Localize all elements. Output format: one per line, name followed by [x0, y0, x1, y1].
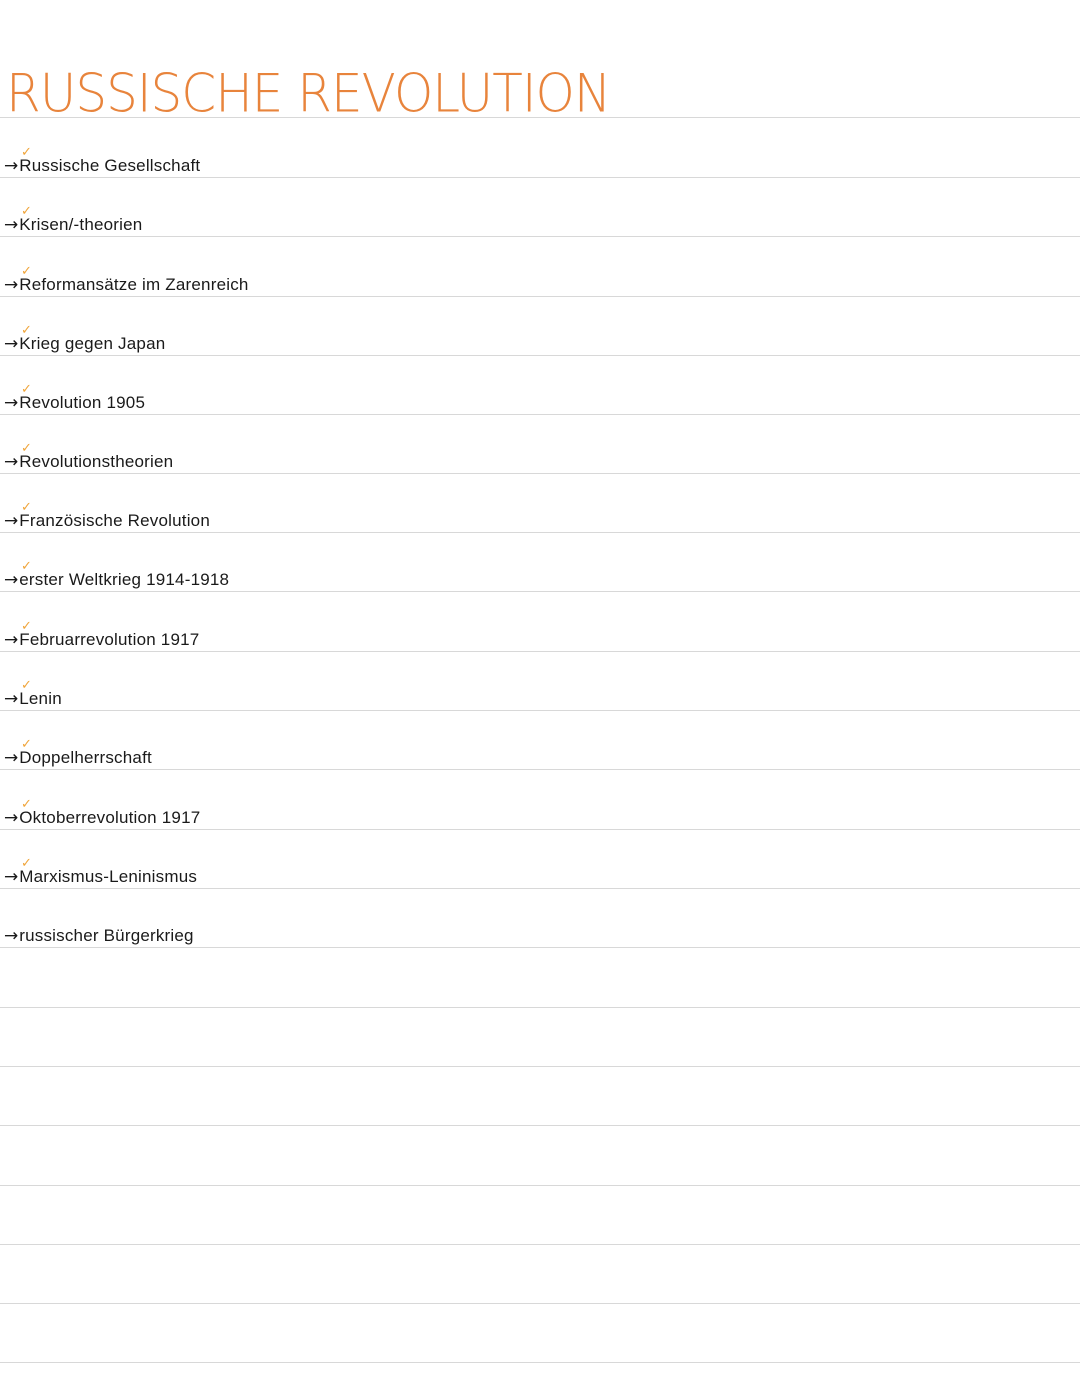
- list-item: [4, 325, 165, 355]
- list-item: [4, 147, 200, 177]
- list-item-label: Russische Gesellschaft: [19, 156, 201, 175]
- ruled-line: [0, 532, 1080, 533]
- ruled-line: [0, 1244, 1080, 1245]
- checkmark-icon: ✓: [21, 797, 32, 812]
- list-item-label: russischer Bürgerkrieg: [19, 926, 194, 945]
- arrow-right-icon: →: [4, 748, 19, 768]
- list-item-label: Februarrevolution 1917: [19, 630, 200, 649]
- ruled-line: [0, 355, 1080, 356]
- checkmark-icon: ✓: [21, 264, 32, 279]
- list-item: [4, 443, 173, 473]
- checkmark-icon: ✓: [21, 441, 32, 456]
- list-item-label: Doppelherrschaft: [19, 748, 152, 767]
- ruled-line: [0, 177, 1080, 178]
- arrow-right-icon: →: [4, 452, 19, 472]
- list-item-label: Krieg gegen Japan: [19, 334, 166, 353]
- checkmark-icon: ✓: [21, 145, 32, 160]
- list-item-label: Krisen/-theorien: [19, 215, 143, 234]
- checkmark-icon: ✓: [21, 619, 32, 634]
- list-item-label: Französische Revolution: [19, 511, 210, 530]
- ruled-line: [0, 651, 1080, 652]
- list-item-label: Revolutionstheorien: [19, 452, 174, 471]
- list-item-label: Reformansätze im Zarenreich: [19, 275, 249, 294]
- ruled-line: [0, 888, 1080, 889]
- ruled-line: [0, 591, 1080, 592]
- list-item-label: Lenin: [19, 689, 62, 708]
- list-item: [4, 858, 197, 888]
- ruled-line: [0, 710, 1080, 711]
- list-item-label: erster Weltkrieg 1914-1918: [19, 570, 230, 589]
- ruled-line: [0, 414, 1080, 415]
- ruled-line: [0, 829, 1080, 830]
- arrow-right-icon: →: [4, 926, 19, 946]
- list-item: [4, 561, 229, 591]
- arrow-right-icon: →: [4, 630, 19, 650]
- list-item: [4, 206, 142, 236]
- ruled-line: [0, 473, 1080, 474]
- ruled-line: [0, 947, 1080, 948]
- ruled-line: [0, 236, 1080, 237]
- ruled-line: [0, 1125, 1080, 1126]
- ruled-line: [0, 1303, 1080, 1304]
- checkmark-icon: ✓: [21, 559, 32, 574]
- list-item-label: Revolution 1905: [19, 393, 146, 412]
- ruled-line: [0, 1007, 1080, 1008]
- ruled-line: [0, 769, 1080, 770]
- list-item: [4, 799, 200, 829]
- arrow-right-icon: →: [4, 393, 19, 413]
- checkmark-icon: ✓: [21, 382, 32, 397]
- list-item: [4, 739, 152, 769]
- list-item: [4, 502, 210, 532]
- checkmark-icon: ✓: [21, 678, 32, 693]
- list-item: [4, 266, 249, 296]
- page-title: RUSSISCHE REVOLUTION: [6, 63, 611, 124]
- ruled-line: [0, 1066, 1080, 1067]
- list-item: [4, 621, 199, 651]
- ruled-line: [0, 1362, 1080, 1363]
- list-item-label: Marxismus-Leninismus: [19, 867, 198, 886]
- arrow-right-icon: →: [4, 570, 19, 590]
- checkmark-icon: ✓: [21, 500, 32, 515]
- list-item: [4, 917, 194, 947]
- checkmark-icon: ✓: [21, 737, 32, 752]
- list-item: [4, 384, 145, 414]
- arrow-right-icon: →: [4, 511, 19, 531]
- ruled-line: [0, 1185, 1080, 1186]
- arrow-right-icon: →: [4, 334, 19, 354]
- list-item: [4, 680, 62, 710]
- arrow-right-icon: →: [4, 808, 19, 828]
- arrow-right-icon: →: [4, 215, 19, 235]
- arrow-right-icon: →: [4, 156, 19, 176]
- arrow-right-icon: →: [4, 689, 19, 709]
- arrow-right-icon: →: [4, 867, 19, 887]
- checkmark-icon: ✓: [21, 204, 32, 219]
- checkmark-icon: ✓: [21, 856, 32, 871]
- list-item-label: Oktoberrevolution 1917: [19, 808, 201, 827]
- checkmark-icon: ✓: [21, 323, 32, 338]
- arrow-right-icon: →: [4, 275, 19, 295]
- ruled-line: [0, 117, 1080, 118]
- ruled-line: [0, 296, 1080, 297]
